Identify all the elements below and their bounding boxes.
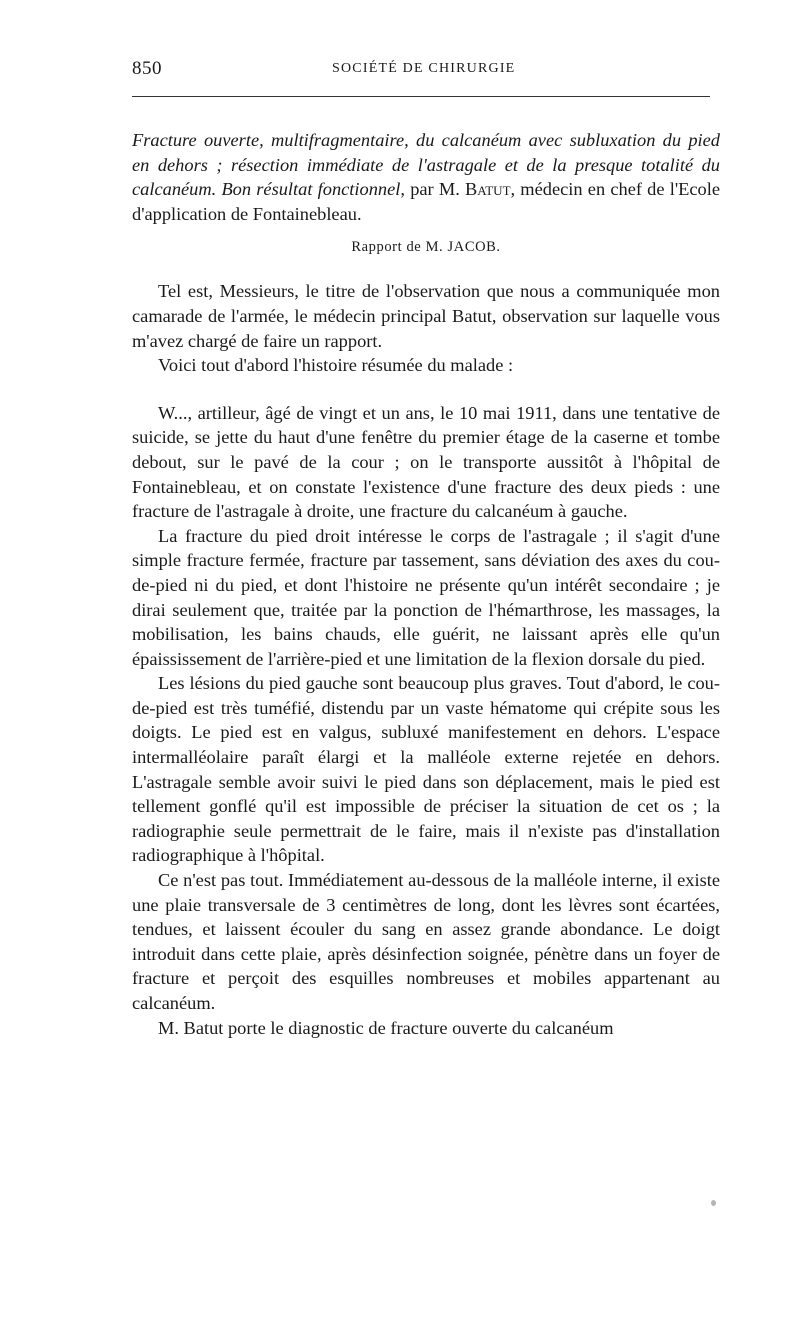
author-name: Batut [465, 179, 511, 200]
paragraph: Voici tout d'abord l'histoire résumée du malade : [158, 355, 514, 376]
title-italic: Fracture ouverte, multifragmentaire, du calcanéum avec subluxation du pied en dehors ; résection immédiate de l'astragale et de la presque totalité du calcanéum. Bon résultat fonctionnel, [132, 130, 720, 200]
paragraph: W..., artilleur, âgé de vingt et un ans, le 10 mai 1911, dans une tentative de suicide, se jette du haut d'une fenêtre du premier étage de la caserne et tombe debout, sur le pavé de la cour ; on le transporte aussitôt à l'hôpital de Fontainebleau, et on constate l'existence d'une fracture des deux pieds : une fracture de l'astragale à droite, une fracture du calcanéum à gauche. [132, 402, 720, 522]
journal-title: SOCIÉTÉ DE CHIRURGIE [332, 61, 516, 76]
header-rule [132, 96, 710, 97]
print-speck [711, 1200, 716, 1206]
paragraph: Ce n'est pas tout. Immédiatement au-dessous de la malléole interne, il existe une plaie transversale de 3 centimètres de long, dont les lèvres sont écartées, tendues, et laissent écouler du sang en assez grande abondance. Le doigt introduit dans cette plaie, après désinfection soignée, pénètre dans un foyer de fracture et perçoit des esquilles nombreuses et mobiles appartenant au calcanéum. [132, 870, 720, 1013]
title-by: par M. [410, 179, 460, 200]
article-body [132, 128, 720, 1040]
paragraph: Les lésions du pied gauche sont beaucoup plus graves. Tout d'abord, le cou-de-pied est très tuméfié, distendu par un vaste hématome qui crépite sous les doigts. Le pied est en valgus, subluxé manifestement en dehors. L'espace intermalléolaire paraît élargi et la malléole externe rejetée en dehors. L'astragale semble avoir suivi le pied dans son déplacement, mais le pied est tellement gonflé qu'il est impossible de préciser la situation de cet os ; la radiographie seule permettrait de le faire, mais il n'existe pas d'installation radiographique à l'hôpital. [132, 673, 720, 866]
paragraph: La fracture du pied droit intéresse le corps de l'astragale ; il s'agit d'une simple fracture fermée, fracture par tassement, sans déviation des axes du cou-de-pied ni du pied, et dont l'histoire ne présente qu'un intérêt secondaire ; je dirai seulement que, traitée par la ponction de l'hémarthrose, les massages, la mobilisation, les bains chauds, elle guérit, ne laissant après elle qu'un épaississement de l'arrière-pied et une limitation de la flexion dorsale du pied. [132, 525, 720, 669]
author-affiliation: , médecin en chef de l'Ecole d'application de Fontainebleau. [132, 179, 721, 224]
rapport-heading: Rapport de M. JACOB. [351, 239, 501, 256]
paragraph: M. Batut porte le diagnostic de fracture ouverte du calcanéum [158, 1017, 614, 1038]
page-number: 850 [132, 58, 162, 79]
running-head [132, 58, 712, 86]
article-title [132, 128, 720, 226]
paragraph: Tel est, Messieurs, le titre de l'observation que nous a communiquée mon camarade de l'armée, le médecin principal Batut, observation sur laquelle vous m'avez chargé de faire un rapport. [132, 281, 720, 351]
